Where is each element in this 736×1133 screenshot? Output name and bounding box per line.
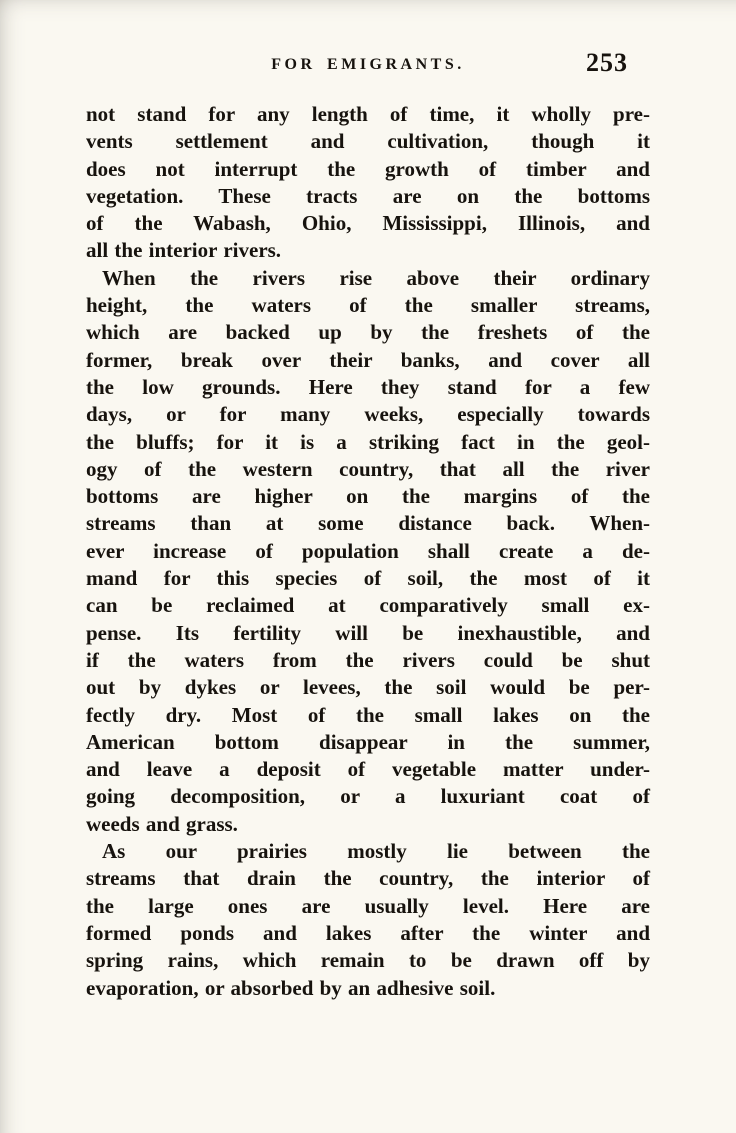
text-line: When the rivers rise above their ordinary [102,265,650,290]
text-line: ogy of the western country, that all the river [86,456,650,481]
paragraph [86,101,650,265]
text-line: days, or for many weeks, especially towards [86,402,650,427]
page-header [86,48,650,82]
text-line: vents settlement and cultivation, though it [86,129,650,154]
text-line: of the Wabash, Ohio, Mississippi, Illinois, and [86,211,650,236]
running-title: FOR EMIGRANTS. [271,56,465,73]
text-line: all the interior rivers. [86,238,282,263]
paragraph [86,838,650,1002]
text-line: ever increase of population shall create a de- [86,538,650,563]
text-line: which are backed up by the freshets of the [86,320,650,345]
text-line: pense. Its fertility will be inexhaustible, and [86,620,650,645]
text-line: fectly dry. Most of the small lakes on the [86,702,650,727]
text-line: out by dykes or levees, the soil would be per- [86,675,650,700]
text-line: does not interrupt the growth of timber and [86,156,650,181]
page-body [86,101,650,1002]
text-line: bottoms are higher on the margins of the [86,484,650,509]
page-number: 253 [586,48,628,77]
text-line: streams that drain the country, the interior of [86,866,650,891]
text-line: the large ones are usually level. Here are [86,893,650,918]
text-line: spring rains, which remain to be drawn off by [86,948,650,973]
text-line: the bluffs; for it is a striking fact in the geol- [86,429,650,454]
paragraph [86,265,650,838]
text-line: evaporation, or absorbed by an adhesive soil. [86,975,496,1000]
text-line: weeds and grass. [86,811,238,836]
text-line: former, break over their banks, and cover all [86,347,650,372]
text-line: and leave a deposit of vegetable matter under- [86,757,650,782]
text-line: As our prairies mostly lie between the [102,839,650,864]
text-line: mand for this species of soil, the most of it [86,566,650,591]
text-line: can be reclaimed at comparatively small ex- [86,593,650,618]
text-line: going decomposition, or a luxuriant coat of [86,784,650,809]
text-line: American bottom disappear in the summer, [86,729,650,754]
text-line: formed ponds and lakes after the winter and [86,920,650,945]
text-line: the low grounds. Here they stand for a few [86,374,650,399]
text-line: not stand for any length of time, it wholly pre- [86,102,650,126]
text-line: if the waters from the rivers could be shut [86,647,650,672]
text-line: height, the waters of the smaller streams, [86,293,650,318]
text-line: vegetation. These tracts are on the bottoms [86,183,650,208]
text-line: streams than at some distance back. When- [86,511,650,536]
